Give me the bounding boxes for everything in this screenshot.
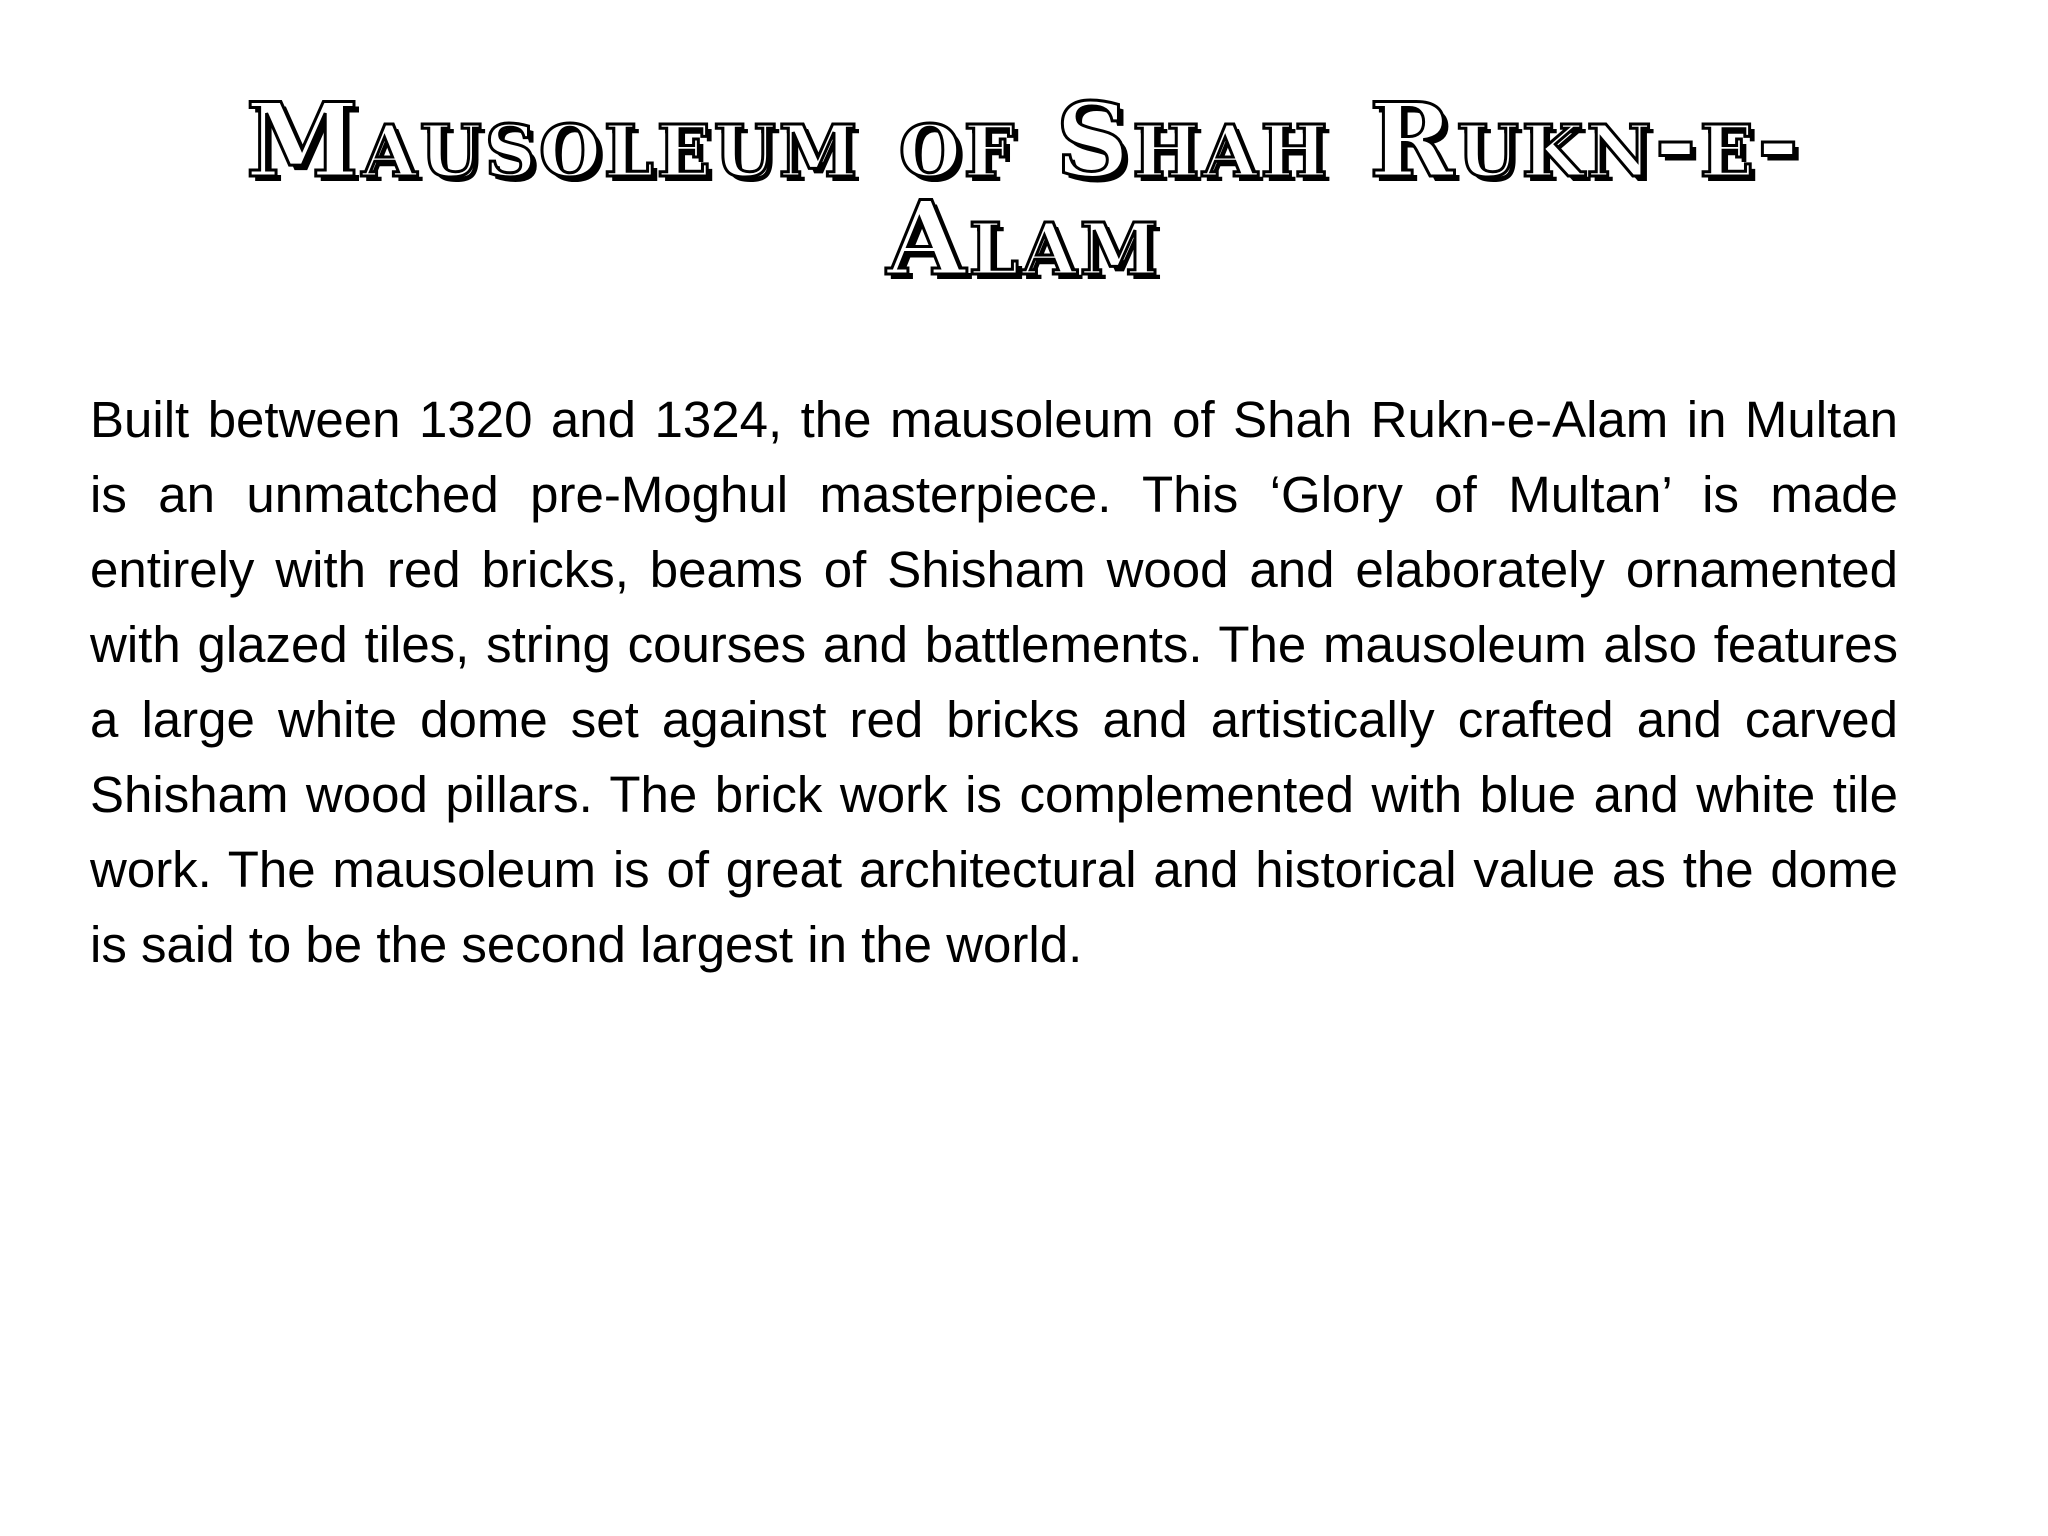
slide-body-text: Built between 1320 and 1324, the mausoleum of Shah Rukn-e-Alam in Multan is an unmatched pre-Moghul masterpiece. This ‘Glory of Multan’ is made entirely with red bricks, beams of Shisham wood and elaborately ornamented with glazed tiles, string courses and battlements. The mausoleum also features a large white dome set against red bricks and artistically crafted and carved Shisham wood pillars. The brick work is complemented with blue and white tile work. The mausoleum is of great architectural and historical value as the dome is said to be the second largest in the world. bbox=[90, 391, 1898, 973]
slide-title: Mausoleum of Shah Rukn-e-Alam bbox=[245, 81, 1803, 299]
